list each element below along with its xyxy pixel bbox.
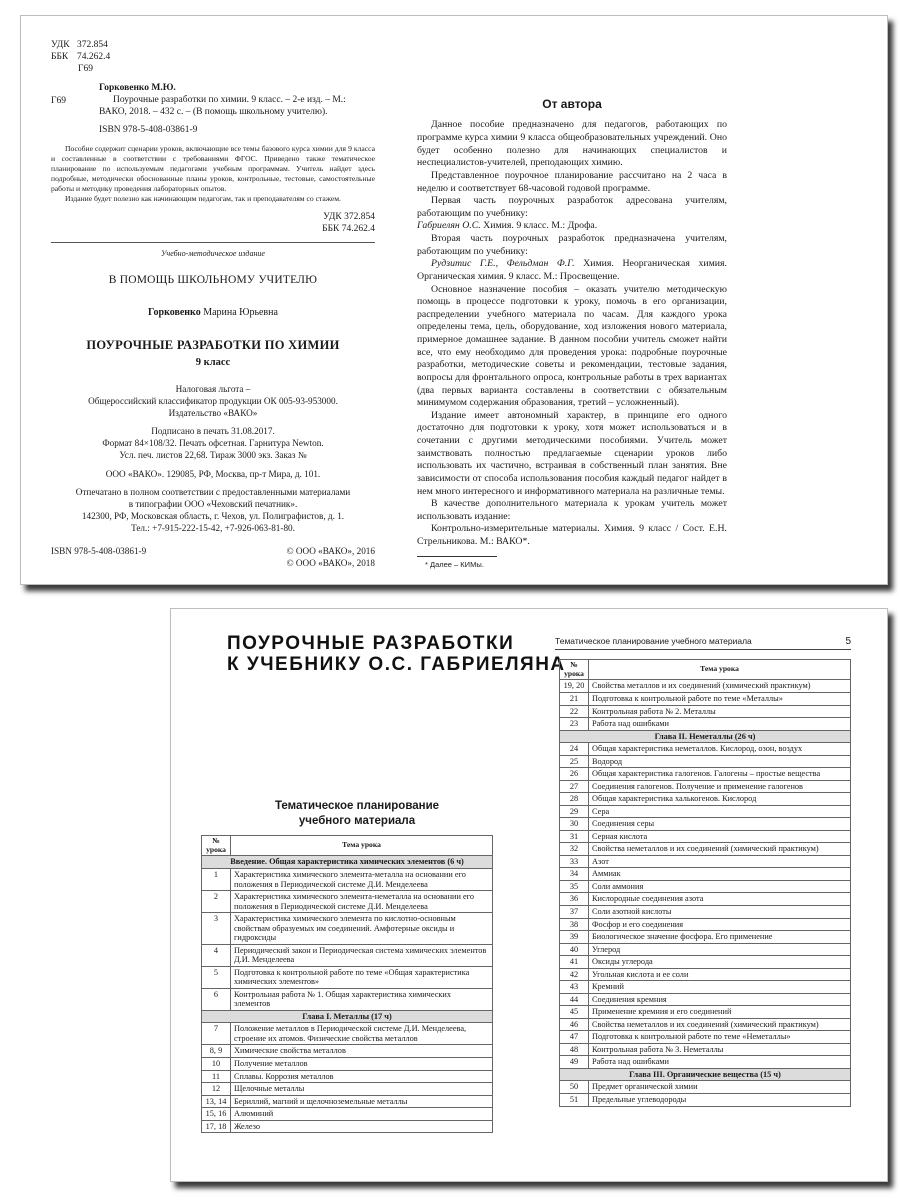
planning-subtitle: Тематическое планирование учебного материала — [274, 800, 440, 827]
imprint-line: в типографии ООО «Чеховский печатник». — [128, 499, 298, 510]
copyright-row — [51, 546, 375, 570]
abstract-paragraph: Издание будет полезно как начинающим педагогам, так и преподавателям со стажем. — [65, 194, 341, 204]
lesson-topic: Предмет органической химии — [589, 1081, 851, 1094]
lesson-row — [560, 1018, 851, 1031]
lesson-topic: Кислородные соединения азота — [589, 893, 851, 906]
lesson-plan-table — [201, 835, 493, 1133]
lesson-topic: Общая характеристика галогенов. Галогены – простые вещества — [589, 768, 851, 781]
lesson-row — [202, 868, 493, 890]
preface-paragraph: Основное назначение пособия – оказать учителю методическую помощь в процессе подготовки к уроку, помочь в его организации, распределении учебного материала по часам. Для каждого урока определены тема, цель, оборудование, ход изложения нового материала, примерное домашнее задание. В данном пособии учитель сможет найти все, что ему необходимо для проведения урока: подробные поурочные разработки, методические советы и рекомендации, тестовые задания, вопросы для фронтального опроса, контрольные работы в трех вариантах (два первых варианта составлены в соответствии с обязательным минимумом содержания образования, третий – усложненный). — [417, 283, 727, 409]
isbn-bottom: ISBN 978-5-408-03861-9 — [51, 546, 147, 557]
lesson-row — [560, 918, 851, 931]
index-mark: Г69 — [51, 95, 66, 106]
lesson-topic: Сплавы. Коррозия металлов — [231, 1070, 493, 1083]
running-head-text: Тематическое планирование учебного материала — [555, 636, 752, 646]
divider — [51, 242, 375, 243]
lesson-number: 39 — [560, 931, 589, 944]
lesson-topic: Аммиак — [589, 868, 851, 881]
bib-description: Поурочные разработки по химии. 9 класс. – 2-е изд. – М.: ВАКО, 2018. – 432 с. – (В помощь школьному учителю). — [99, 94, 346, 118]
footnote: * Далее – КИМы. — [425, 559, 484, 569]
lesson-topic: Работа над ошибками — [589, 718, 851, 731]
lesson-number: 24 — [560, 743, 589, 756]
lesson-plan-table-continued — [559, 659, 851, 1107]
chapter-title: Глава I. Металлы (17 ч) — [202, 1010, 493, 1023]
preface-paragraph: Вторая часть поурочных разработок предназначена учителям, работающим по учебнику: — [417, 233, 727, 257]
lesson-row — [202, 1095, 493, 1108]
lesson-topic: Угольная кислота и ее соли — [589, 968, 851, 981]
lesson-topic: Щелочные металлы — [231, 1083, 493, 1096]
lesson-number: 2 — [202, 891, 231, 913]
lesson-topic: Углерод — [589, 943, 851, 956]
lesson-topic: Контрольная работа № 3. Неметаллы — [589, 1043, 851, 1056]
udk-label: УДК — [51, 40, 70, 50]
lesson-topic: Работа над ошибками — [589, 1056, 851, 1069]
lesson-number: 5 — [202, 966, 231, 988]
lesson-number: 17, 18 — [202, 1120, 231, 1133]
chapter-row — [560, 1068, 851, 1081]
preface-page — [417, 97, 727, 569]
lesson-topic: Оксиды углерода — [589, 956, 851, 969]
lesson-row — [560, 718, 851, 731]
lesson-number: 44 — [560, 993, 589, 1006]
lesson-number: 28 — [560, 793, 589, 806]
bbk-label: ББК — [51, 51, 69, 62]
lesson-topic: Водород — [589, 755, 851, 768]
book-title: ПОУРОЧНЫЕ РАЗРАБОТКИ ПО ХИМИИ — [86, 338, 340, 353]
lesson-row — [560, 993, 851, 1006]
lesson-topic: Характеристика химического элемента-металла на основании его положения в Периодической системе Д.И. Менделеева — [231, 868, 493, 890]
planning-spread-page — [170, 608, 888, 1182]
author-mark: Г69 — [78, 63, 93, 74]
imprint-line: ООО «ВАКО». 129085, РФ, Москва, пр-т Мира, д. 101. — [105, 468, 321, 479]
lesson-number: 37 — [560, 906, 589, 919]
lesson-number: 49 — [560, 1056, 589, 1069]
preface-heading: От автора — [542, 97, 602, 111]
author-surname: Горковенко — [148, 307, 201, 319]
lesson-row — [560, 956, 851, 969]
lesson-number: 12 — [202, 1083, 231, 1096]
lesson-row — [560, 692, 851, 705]
preface-paragraph: Первая часть поурочных разработок адресована учителям, работающим по учебнику: — [417, 195, 727, 219]
bbk-value: 74.262.4 — [77, 51, 111, 62]
lesson-topic: Серная кислота — [589, 830, 851, 843]
lesson-row — [560, 705, 851, 718]
lesson-row — [560, 968, 851, 981]
bibliographic-entry — [51, 82, 375, 119]
lesson-row — [560, 793, 851, 806]
copyright-line: © ООО «ВАКО», 2016 — [286, 546, 375, 557]
reference-author: Габриелян О.С. — [417, 220, 481, 232]
lesson-topic: Свойства металлов и их соединений (химический практикум) — [589, 680, 851, 693]
lesson-row — [202, 988, 493, 1010]
preface-paragraph: Данное пособие предназначено для педагогов, работающих по программе курса химии 9 класса общеобразовательных учреждений. Оно будет особенно полезно для начинающих специалистов и неспециалистов-учителей, преподающих химию. — [417, 119, 727, 169]
lesson-row — [202, 913, 493, 945]
imprint-spread-page — [20, 15, 888, 585]
lesson-row — [560, 805, 851, 818]
lesson-topic: Подготовка к контрольной работе по теме «Общая характеристика химических элементов» — [231, 966, 493, 988]
lesson-number: 38 — [560, 918, 589, 931]
lesson-number: 6 — [202, 988, 231, 1010]
running-head — [555, 636, 851, 650]
imprint-line: Подписано в печать 31.08.2017. — [151, 426, 275, 437]
lesson-number: 15, 16 — [202, 1108, 231, 1121]
chapter-row — [560, 730, 851, 743]
lesson-number: 7 — [202, 1023, 231, 1045]
lesson-number: 19, 20 — [560, 680, 589, 693]
lesson-topic: Бериллий, магний и щелочноземельные металлы — [231, 1095, 493, 1108]
lesson-topic: Сера — [589, 805, 851, 818]
lesson-number: 29 — [560, 805, 589, 818]
lesson-number: 8, 9 — [202, 1045, 231, 1058]
lesson-topic: Фосфор и его соединения — [589, 918, 851, 931]
lesson-number: 45 — [560, 1006, 589, 1019]
lesson-topic: Контрольная работа № 2. Металлы — [589, 705, 851, 718]
lesson-number: 32 — [560, 843, 589, 856]
udk-value: 372.854 — [77, 40, 108, 50]
lesson-topic: Свойства неметаллов и их соединений (химический практикум) — [589, 843, 851, 856]
imprint-page — [51, 40, 375, 570]
lesson-number: 30 — [560, 818, 589, 831]
book-grade: 9 класс — [195, 357, 231, 369]
lesson-row — [560, 768, 851, 781]
classification-repeat — [51, 212, 375, 236]
lesson-topic: Общая характеристика неметаллов. Кислород, озон, воздух — [589, 743, 851, 756]
lesson-topic: Предельные углеводороды — [589, 1093, 851, 1106]
footnote-rule — [417, 556, 497, 557]
preface-paragraph: Представленное поурочное планирование рассчитано на 2 часа в неделю и соответствует 68-часовой годовой программе. — [417, 169, 727, 194]
imprint-details — [51, 384, 375, 534]
lesson-row — [560, 906, 851, 919]
section-title-line: ПОУРОЧНЫЕ РАЗРАБОТКИ — [227, 633, 515, 654]
column-header-topic: Тема урока — [231, 836, 493, 856]
lesson-row — [202, 1023, 493, 1045]
lesson-number: 13, 14 — [202, 1095, 231, 1108]
lesson-number: 23 — [560, 718, 589, 731]
lesson-number: 40 — [560, 943, 589, 956]
abstract-paragraph: Пособие содержит сценарии уроков, включающие все темы базового курса химии для 9 класса и составленные в соответствии с требованиями ФГОС. Приведено также тематическое планирование по используемым педагогами учебным программам. Учитель найдет здесь подробные, методически обоснованные планы уроков, контрольные, тестовые, самостоятельные работы и методику проведения лабораторных опытов. — [51, 144, 375, 194]
column-header-number: № урока — [560, 660, 589, 680]
lesson-number: 1 — [202, 868, 231, 890]
column-header-topic: Тема урока — [589, 660, 851, 680]
classification-block — [51, 40, 375, 76]
lesson-row — [560, 893, 851, 906]
imprint-line: Общероссийский классификатор продукции ОК 005-93-953000. — [88, 395, 338, 406]
lesson-number: 22 — [560, 705, 589, 718]
lesson-topic: Общая характеристика халькогенов. Кислород — [589, 793, 851, 806]
lesson-topic: Соли азотной кислоты — [589, 906, 851, 919]
lesson-topic: Алюминий — [231, 1108, 493, 1121]
lesson-number: 3 — [202, 913, 231, 945]
preface-paragraph: Контрольно-измерительные материалы. Химия. 9 класс / Сост. Е.Н. Стрельникова. М.: ВАКО*. — [417, 523, 727, 548]
imprint-line: Формат 84×108/32. Печать офсетная. Гарнитура Newton. — [102, 438, 324, 449]
lesson-topic: Химические свойства металлов — [231, 1045, 493, 1058]
author-short: Горковенко М.Ю. — [99, 82, 176, 93]
imprint-line: Тел.: +7-915-222-15-42, +7-926-063-81-80. — [131, 522, 295, 533]
lesson-number: 34 — [560, 868, 589, 881]
lesson-topic: Характеристика химического элемента-неметалла на основании его положения в Периодической системе Д.И. Менделеева — [231, 891, 493, 913]
author-full-name — [51, 306, 375, 319]
lesson-row — [560, 1056, 851, 1069]
chapter-title: Глава III. Органические вещества (15 ч) — [560, 1068, 851, 1081]
chapter-title: Глава II. Неметаллы (26 ч) — [560, 730, 851, 743]
lesson-topic: Подготовка к контрольной работе по теме «Металлы» — [589, 692, 851, 705]
reference-author: Рудзитис Г.Е., Фельдман Ф.Г. — [431, 258, 575, 270]
lesson-topic: Подготовка к контрольной работе по теме «Неметаллы» — [589, 1031, 851, 1044]
lesson-row — [560, 755, 851, 768]
chapter-row — [202, 1010, 493, 1023]
lesson-row — [560, 880, 851, 893]
author-given-name: Марина Юрьевна — [203, 307, 278, 319]
edition-type: Учебно-методическое издание — [161, 248, 265, 258]
lesson-topic: Положение металлов в Периодической системе Д.И. Менделеева, строение их атомов. Физические свойства металлов — [231, 1023, 493, 1045]
lesson-row — [202, 1108, 493, 1121]
lesson-number: 31 — [560, 830, 589, 843]
chapter-title: Введение. Общая характеристика химических элементов (6 ч) — [202, 856, 493, 869]
lesson-row — [560, 943, 851, 956]
udk-repeat: УДК 372.854 — [323, 212, 375, 223]
lesson-row — [202, 944, 493, 966]
lesson-row — [560, 1081, 851, 1094]
lesson-number: 48 — [560, 1043, 589, 1056]
lesson-number: 36 — [560, 893, 589, 906]
preface-paragraph: В качестве дополнительного материала к урокам учитель может использовать издание: — [417, 498, 727, 522]
lesson-topic: Периодический закон и Периодическая система химических элементов Д.И. Менделеева — [231, 944, 493, 966]
column-header-number: № урока — [202, 836, 231, 856]
lesson-topic: Характеристика химического элемента по кислотно-основным свойствам образуемых им соединений. Амфотерные оксиды и гидроксиды — [231, 913, 493, 945]
lesson-topic: Железо — [231, 1120, 493, 1133]
lesson-row — [560, 981, 851, 994]
lesson-row — [560, 1031, 851, 1044]
lesson-number: 27 — [560, 780, 589, 793]
lesson-number: 26 — [560, 768, 589, 781]
lesson-number: 4 — [202, 944, 231, 966]
lesson-row — [560, 1093, 851, 1106]
copyright-line: © ООО «ВАКО», 2018 — [286, 558, 375, 569]
series-title: В ПОМОЩЬ ШКОЛЬНОМУ УЧИТЕЛЮ — [108, 274, 318, 287]
lesson-topic: Получение металлов — [231, 1058, 493, 1071]
lesson-row — [202, 1083, 493, 1096]
lesson-number: 50 — [560, 1081, 589, 1094]
textbook-reference: Габриелян О.С. Химия. 9 класс. М.: Дрофа. — [417, 220, 598, 232]
lesson-number: 51 — [560, 1093, 589, 1106]
chapter-row — [202, 856, 493, 869]
lesson-row — [560, 1006, 851, 1019]
lesson-topic: Применение кремния и его соединений — [589, 1006, 851, 1019]
bbk-repeat: ББК 74.262.4 — [322, 223, 375, 234]
lesson-number: 35 — [560, 880, 589, 893]
lesson-row — [560, 743, 851, 756]
section-title — [227, 633, 566, 676]
lesson-topic: Азот — [589, 855, 851, 868]
lesson-row — [202, 966, 493, 988]
lesson-row — [560, 780, 851, 793]
lesson-number: 47 — [560, 1031, 589, 1044]
lesson-topic: Свойства неметаллов и их соединений (химический практикум) — [589, 1018, 851, 1031]
lesson-topic: Соединения галогенов. Получение и применение галогенов — [589, 780, 851, 793]
abstract — [51, 144, 375, 204]
lesson-number: 25 — [560, 755, 589, 768]
lesson-topic: Биологическое значение фосфора. Его применение — [589, 931, 851, 944]
lesson-row — [560, 931, 851, 944]
lesson-number: 41 — [560, 956, 589, 969]
lesson-topic: Контрольная работа № 1. Общая характеристика химических элементов — [231, 988, 493, 1010]
lesson-topic: Соли аммония — [589, 880, 851, 893]
lesson-topic: Соединения кремния — [589, 993, 851, 1006]
lesson-row — [560, 1043, 851, 1056]
section-title-line: К УЧЕБНИКУ О.С. ГАБРИЕЛЯНА — [227, 654, 566, 676]
lesson-row — [202, 1058, 493, 1071]
imprint-line: Усл. печ. листов 22,68. Тираж 3000 экз. Заказ № — [119, 449, 307, 460]
preface-paragraph: Издание имеет автономный характер, в принципе его одного достаточно для подготовки к уроку, хотя может использоваться и в сочетании с другими методическими пособиями. Учитель может заимствовать полностью предлагаемые сценарии уроков либо использовать их частично, встраивая в собственный план занятия. Вне зависимости от способа использования пособия каждый педагог найдет в нем много интересного и информативного материала на различные темы. — [417, 409, 727, 497]
lesson-topic: Кремний — [589, 981, 851, 994]
lesson-row — [560, 843, 851, 856]
lesson-row — [560, 855, 851, 868]
lesson-number: 21 — [560, 692, 589, 705]
isbn: ISBN 978-5-408-03861-9 — [99, 124, 198, 135]
imprint-line: Налоговая льгота – — [175, 384, 251, 395]
textbook-reference: Рудзитис Г.Е., Фельдман Ф.Г. Химия. Неорганическая химия. Органическая химия. 9 класс. М.: Просвещение. — [417, 258, 727, 282]
lesson-row — [560, 868, 851, 881]
lesson-row — [202, 1045, 493, 1058]
lesson-row — [560, 680, 851, 693]
lesson-row — [202, 1070, 493, 1083]
lesson-row — [202, 1120, 493, 1133]
imprint-line: Издательство «ВАКО» — [168, 407, 258, 418]
lesson-number: 46 — [560, 1018, 589, 1031]
lesson-number: 42 — [560, 968, 589, 981]
lesson-row — [560, 830, 851, 843]
lesson-topic: Соединения серы — [589, 818, 851, 831]
lesson-number: 43 — [560, 981, 589, 994]
lesson-row — [202, 891, 493, 913]
page-number: 5 — [845, 636, 851, 647]
imprint-line: Отпечатано в полном соответствии с предоставленными материалами — [75, 487, 351, 498]
lesson-row — [560, 818, 851, 831]
lesson-number: 11 — [202, 1070, 231, 1083]
imprint-line: 142300, РФ, Московская область, г. Чехов, ул. Полиграфистов, д. 1. — [81, 510, 345, 521]
lesson-number: 10 — [202, 1058, 231, 1071]
lesson-number: 33 — [560, 855, 589, 868]
